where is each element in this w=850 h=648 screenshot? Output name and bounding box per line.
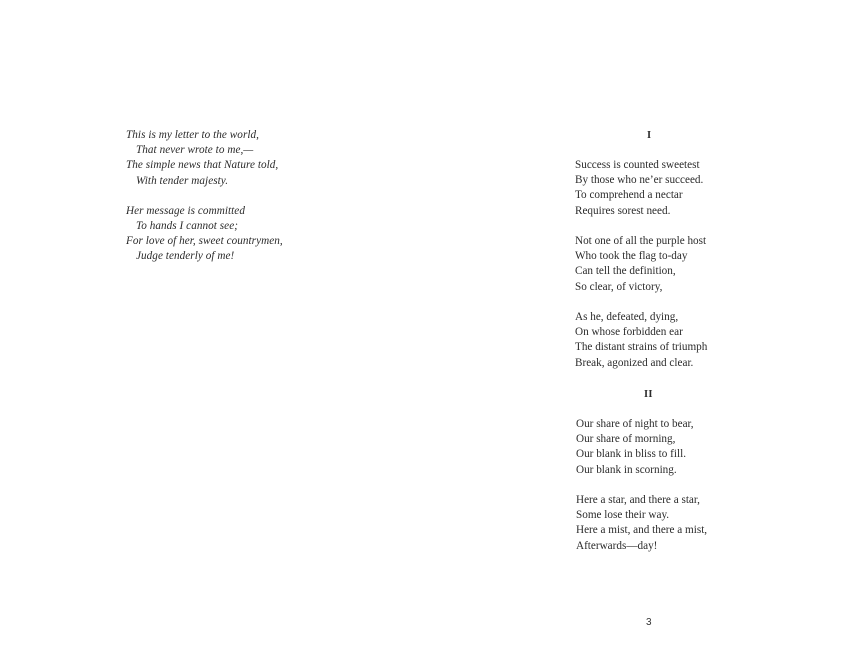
epigraph-line: That never wrote to me,— [136, 144, 254, 157]
poem-line: Who took the flag to-day [575, 250, 688, 263]
epigraph-line: This is my letter to the world, [126, 129, 260, 141]
poem-line: To comprehend a nectar [575, 189, 683, 202]
poem-line: The distant strains of triumph [575, 341, 708, 354]
poem-line: Our blank in scorning. [576, 463, 677, 476]
poem-numeral-2: II [644, 389, 653, 400]
poem-line: By those who ne’er succeed. [575, 174, 704, 187]
poem-1 [575, 158, 707, 386]
poem-1-stanza-2 [575, 234, 707, 295]
poem-line: Can tell the definition, [575, 265, 676, 278]
page-number: 3 [646, 617, 652, 628]
poem-line: On whose forbidden ear [575, 326, 683, 339]
epigraph [126, 128, 283, 280]
poem-numeral-1: I [647, 130, 652, 141]
poem-line: Our share of night to bear, [576, 418, 694, 430]
poem-line: Here a mist, and there a mist, [576, 524, 708, 537]
poem-1-stanza-1 [575, 158, 707, 219]
epigraph-stanza-2 [126, 204, 283, 265]
epigraph-line: The simple news that Nature told, [126, 159, 279, 172]
epigraph-line: With tender majesty. [136, 174, 229, 187]
poem-2-stanza-1 [576, 417, 707, 478]
poem-line: As he, defeated, dying, [575, 311, 679, 323]
epigraph-line: Her message is committed [126, 204, 245, 217]
poem-2 [576, 417, 707, 569]
poem-line: Our share of morning, [576, 433, 676, 446]
poem-line: Requires sorest need. [575, 204, 671, 217]
epigraph-line: To hands I cannot see; [136, 220, 238, 233]
poem-line: So clear, of victory, [575, 280, 663, 293]
poem-1-stanza-3 [575, 310, 707, 371]
poem-line: Break, agonized and clear. [575, 356, 694, 369]
poem-line: Success is counted sweetest [575, 159, 700, 171]
poem-line: Not one of all the purple host [575, 235, 707, 247]
poem-line: Here a star, and there a star, [576, 494, 700, 506]
epigraph-line: For love of her, sweet countrymen, [126, 235, 283, 248]
right-page [425, 0, 850, 648]
epigraph-stanza-1 [126, 128, 283, 189]
poem-line: Some lose their way. [576, 509, 670, 522]
epigraph-line: Judge tenderly of me! [136, 250, 235, 263]
poem-line: Our blank in bliss to fill. [576, 448, 687, 461]
poem-line: Afterwards—day! [576, 539, 658, 552]
poem-2-stanza-2 [576, 493, 707, 554]
